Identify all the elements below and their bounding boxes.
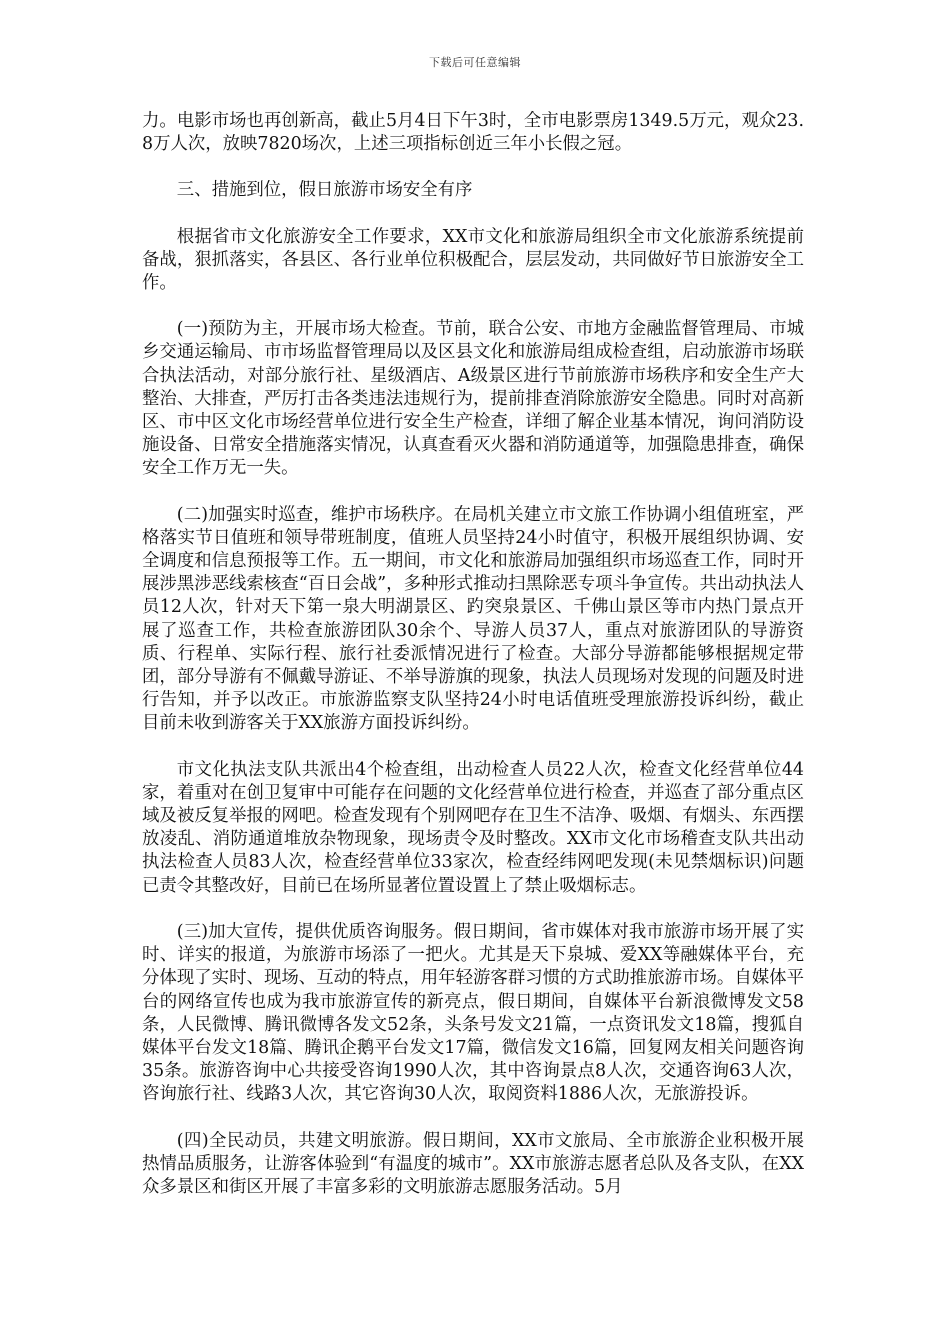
header-note: 下载后可任意编辑 (429, 56, 521, 69)
paragraph-culture-enforcement: 市文化执法支队共派出4个检查组，出动检查人员22人次，检查文化经营单位44家，着重对在创卫复审中可能存在问题的文化经营单位进行检查，并巡查了部分重点区域及被反复举报的网吧。检查发现有个别网吧存在卫生不洁净、吸烟、有烟头、东西摆放凌乱、消防通道堆放杂物现象，现场责令及时整改。XX市文化市场稽查支队共出动执法检查人员83人次，检查经营单位33家次，检查经纬网吧发现(未见禁烟标识)问题已责令其整改好，目前已在场所显著位置设置上了禁止吸烟标志。 (142, 759, 804, 896)
paragraph-intro: 根据省市文化旅游安全工作要求，XX市文化和旅游局组织全市文化旅游系统提前备战，狠抓落实，各县区、各行业单位积极配合，层层发动，共同做好节日旅游安全工作。 (142, 226, 804, 294)
paragraph-civilized-tourism: (四)全民动员，共建文明旅游。假日期间，XX市文旅局、全市旅游企业积极开展热情品质服务，让游客体验到“有温度的城市”。XX市旅游志愿者总队及各支队，在XX众多景区和街区开展了丰富多彩的文明旅游志愿服务活动。5月 (142, 1130, 804, 1197)
section-heading: 三、措施到位，假日旅游市场安全有序 (176, 180, 473, 201)
paragraph-prevention: (一)预防为主，开展市场大检查。节前，联合公安、市地方金融监督管理局、市城乡交通运输局、市市场监督管理局以及区县文化和旅游局组成检查组，启动旅游市场联合执法活动，对部分旅行社、星级酒店、A级景区进行节前旅游市场秩序和安全生产大整治、大排查，严厉打击各类违法违规行为，提前排查消除旅游安全隐患。同时对高新区、市中区文化市场经营单位进行安全生产检查，详细了解企业基本情况，询问消防设施设备、日常安全措施落实情况，认真查看灭火器和消防通道等，加强隐患排查，确保安全工作万无一失。 (142, 319, 804, 479)
paragraph-continuation: 力。电影市场也再创新高，截止5月4日下午3时，全市电影票房1349.5万元，观众23.8万人次，放映7820场次，上述三项指标创近三年小长假之冠。 (142, 111, 804, 155)
paragraph-publicity: (三)加大宣传，提供优质咨询服务。假日期间，省市媒体对我市旅游市场开展了实时、详实的报道，为旅游市场添了一把火。尤其是天下泉城、爱XX等融媒体平台，充分体现了实时、现场、互动的特点，用年轻游客群习惯的方式助推旅游市场。自媒体平台的网络宣传也成为我市旅游宣传的新亮点，假日期间，自媒体平台新浪微博发文58条，人民微博、腾讯微博各发文52条，头条号发文21篇，一点资讯发文18篇，搜狐自媒体平台发文18篇、腾讯企鹅平台发文17篇，微信发文16篇，回复网友相关问题咨询35条。旅游咨询中心共接受咨询1990人次，其中咨询景点8人次，交通咨询63人次，咨询旅行社、线路3人次，其它咨询30人次，取阅资料1886人次，无旅游投诉。 (142, 921, 804, 1105)
document-body (142, 110, 804, 1222)
paragraph-patrol: (二)加强实时巡查，维护市场秩序。在局机关建立市文旅工作协调小组值班室，严格落实节日值班和领导带班制度，值班人员坚持24小时值守，积极开展组织协调、安全调度和信息预报等工作。五一期间，市文化和旅游局加强组织市场巡查工作，同时开展涉黑涉恶线索核查“百日会战”，多种形式推动扫黑除恶专项斗争宣传。共出动执法人员12人次，针对天下第一泉大明湖景区、趵突泉景区、千佛山景区等市内热门景点开展了巡查工作，共检查旅游团队30余个、导游人员37人，重点对旅游团队的导游资质、行程单、实际行程、旅行社委派情况进行了检查。大部分导游都能够根据规定带团，部分导游有不佩戴导游证、不举导游旗的现象，执法人员现场对发现的问题及时进行告知，并予以改正。市旅游监察支队坚持24小时电话值班受理旅游投诉纠纷，截止目前未收到游客关于XX旅游方面投诉纠纷。 (142, 504, 804, 734)
